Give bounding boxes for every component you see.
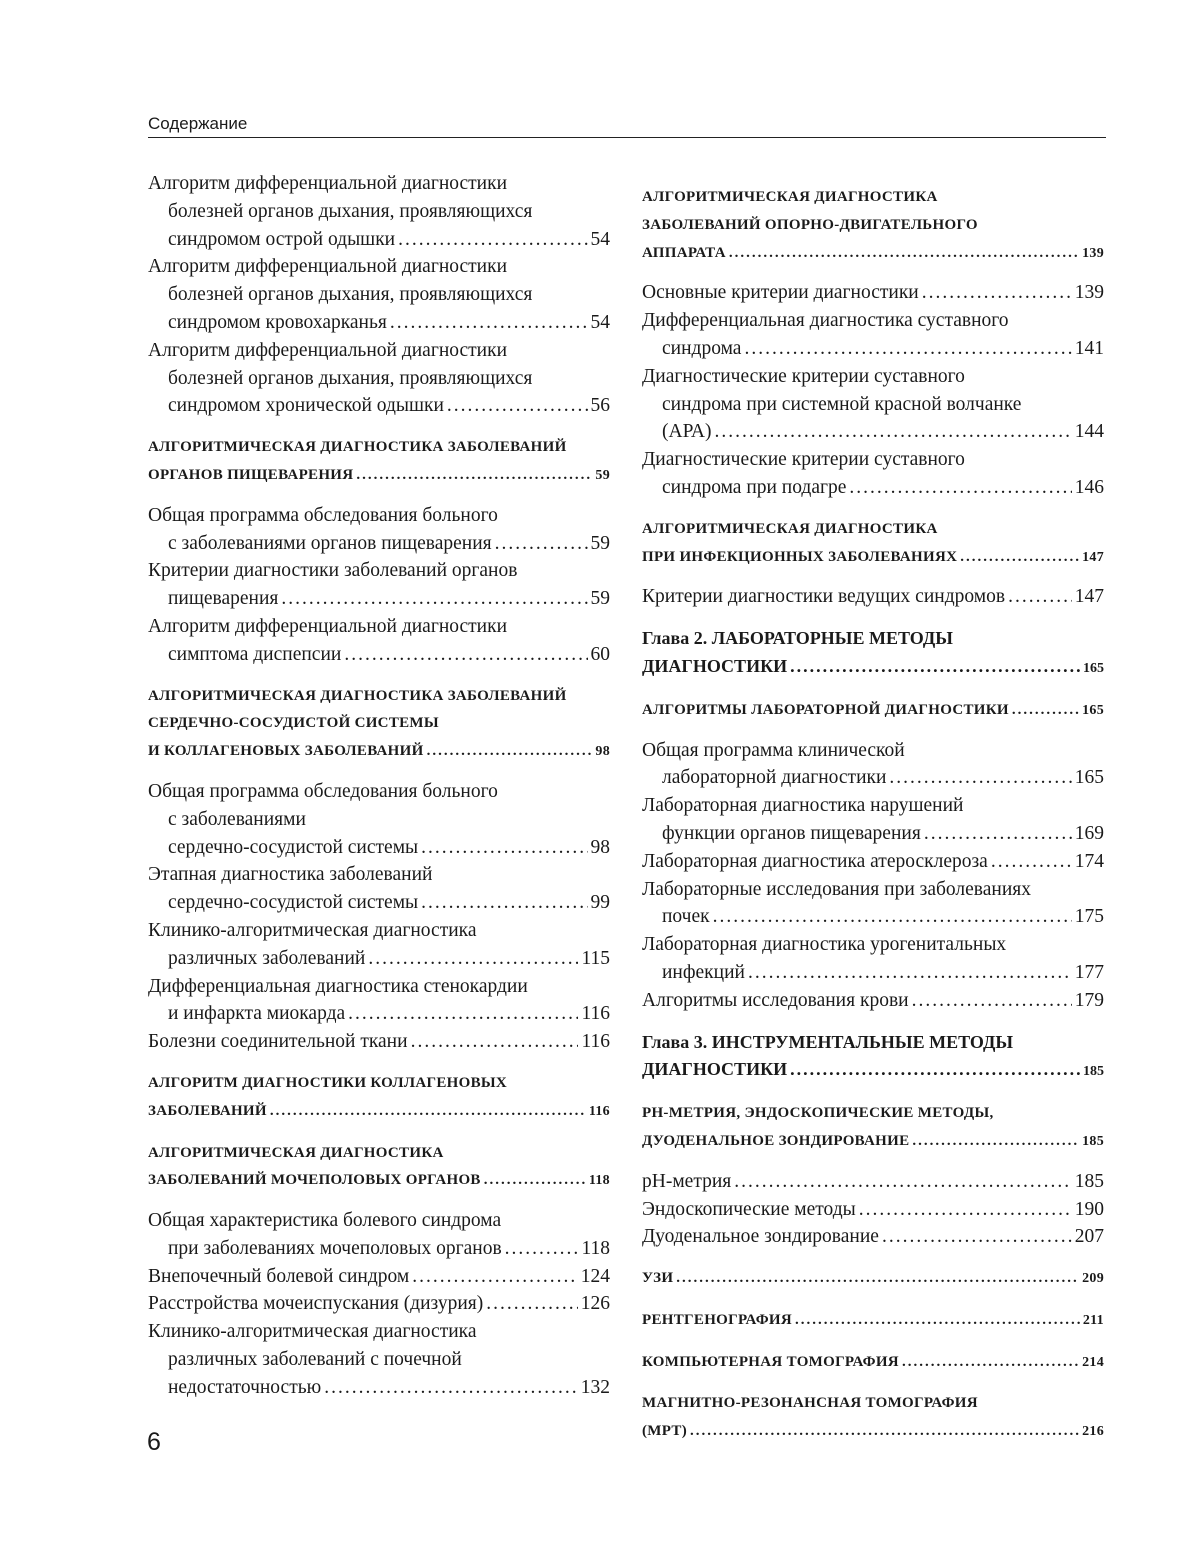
toc-page-number: 139 (1074, 282, 1104, 304)
toc-page-number: 185 (1082, 1133, 1104, 1149)
toc-line: Общая программа обследования больного (148, 780, 498, 802)
toc-entry (148, 170, 610, 253)
toc-page-number: 209 (1082, 1271, 1104, 1287)
toc-leader-row (642, 903, 1104, 931)
toc-title: с заболеваниями органов пищеварения (168, 532, 492, 554)
toc-section (642, 1265, 1104, 1293)
dot-leader (849, 474, 1071, 502)
toc-page-number: 116 (581, 1003, 610, 1025)
dot-leader (748, 959, 1072, 987)
toc-leader-row (642, 418, 1104, 446)
toc-title: синдромом кровохарканья (168, 311, 387, 333)
toc-page-number: 126 (580, 1293, 610, 1315)
toc-line: болезней органов дыхания, проявляющихся (168, 284, 533, 306)
toc-leader-row (148, 1235, 610, 1263)
toc-title: АЛГОРИТМЫ ЛАБОРАТОРНОЙ ДИАГНОСТИКИ (642, 701, 1009, 718)
dot-leader (447, 392, 588, 420)
dot-leader (790, 1056, 1080, 1084)
toc-chapter (642, 625, 1104, 683)
toc-leader-row (148, 1000, 610, 1028)
toc-page-number: 54 (590, 228, 610, 250)
toc-title: Расстройства мочеиспускания (дизурия) (148, 1293, 484, 1315)
toc-page-number: 98 (595, 744, 610, 760)
page-number: 6 (147, 1428, 161, 1456)
toc-leader-row (148, 889, 610, 917)
toc-entry (148, 1207, 610, 1263)
toc-title: синдромом острой одышки (168, 228, 396, 250)
toc-section (642, 516, 1104, 572)
toc-title: И КОЛЛАГЕНОВЫХ ЗАБОЛЕВАНИЙ (148, 743, 424, 760)
toc-page-number: 214 (1082, 1354, 1104, 1370)
toc-title: лабораторной диагностики (662, 767, 887, 789)
toc-page-number: 146 (1074, 476, 1104, 498)
toc-section (148, 434, 610, 490)
toc-entry (148, 613, 610, 669)
toc-title: Алгоритмы исследования крови (642, 989, 909, 1011)
toc-entry (642, 1223, 1104, 1251)
toc-leader-row (148, 1028, 610, 1056)
toc-title: Критерии диагностики ведущих синдромов (642, 586, 1006, 608)
dot-leader (348, 1000, 578, 1028)
toc-entry (148, 861, 610, 917)
toc-leader-row (148, 945, 610, 973)
toc-line: Дифференциальная диагностика суставного (642, 310, 1009, 332)
dot-leader (281, 585, 587, 613)
toc-page-number: 116 (581, 1031, 610, 1053)
toc-page-number: 144 (1074, 421, 1104, 443)
toc-title: ПРИ ИНФЕКЦИОННЫХ ЗАБОЛЕВАНИЯХ (642, 548, 958, 565)
toc-entry (642, 583, 1104, 611)
toc-title: Эндоскопические методы (642, 1198, 856, 1220)
toc-line: АЛГОРИТМИЧЕСКАЯ ДИАГНОСТИКА ЗАБОЛЕВАНИЙ (148, 687, 567, 704)
toc-leader-row (642, 279, 1104, 307)
toc-title: ДИАГНОСТИКИ (642, 655, 788, 676)
toc-line: болезней органов дыхания, проявляющихся (168, 367, 533, 389)
toc-page-number: 177 (1074, 961, 1104, 983)
toc-line: Алгоритм дифференциальной диагностики (148, 173, 508, 194)
toc-title: (АРА) (662, 421, 712, 443)
toc-line: Лабораторная диагностика урогенитальных (642, 934, 1007, 956)
toc-title: УЗИ (642, 1270, 674, 1287)
dot-leader (270, 1098, 586, 1126)
dot-leader (690, 1418, 1079, 1446)
toc-page-number: 216 (1082, 1424, 1104, 1440)
toc-entry (642, 931, 1104, 987)
toc-line: Общая характеристика болевого синдрома (148, 1210, 502, 1232)
toc-title: (МРТ) (642, 1423, 687, 1440)
toc-page-number: 132 (580, 1376, 610, 1398)
dot-leader (924, 820, 1072, 848)
toc-page-number: 60 (590, 643, 610, 665)
toc-page-number: 185 (1074, 1170, 1104, 1192)
toc-title: симптома диспепсии (168, 643, 342, 665)
dot-leader (715, 418, 1072, 446)
toc-page-number: 207 (1074, 1226, 1104, 1248)
toc-page-number: 165 (1083, 660, 1104, 676)
toc-entry (148, 778, 610, 861)
toc-title: недостаточностью (168, 1376, 322, 1398)
toc-leader-row (148, 1098, 610, 1126)
dot-leader (356, 462, 592, 490)
running-header (148, 114, 1106, 138)
toc-leader-row (642, 1349, 1104, 1377)
toc-entry (642, 307, 1104, 363)
toc-entry (642, 1168, 1104, 1196)
toc-page-number: 165 (1074, 767, 1104, 789)
toc-title: инфекций (662, 961, 745, 983)
toc-title: функции органов пищеварения (662, 822, 921, 844)
dot-leader (790, 653, 1080, 681)
toc-page-number: 56 (590, 395, 610, 417)
toc-line: Диагностические критерии суставного (642, 449, 965, 471)
toc-line: Алгоритм дифференциальной диагностики (148, 256, 508, 278)
toc-page-number: 118 (588, 1173, 610, 1189)
dot-leader (495, 530, 588, 558)
toc-page-number: 185 (1083, 1064, 1104, 1080)
toc-title: при заболеваниях мочеполовых органов (168, 1237, 502, 1259)
toc-leader-row (148, 641, 610, 669)
toc-entry (642, 446, 1104, 502)
toc-leader-row (642, 1418, 1104, 1446)
toc-leader-row (148, 834, 610, 862)
toc-leader-row (642, 820, 1104, 848)
toc-page-number: 179 (1074, 989, 1104, 1011)
toc-leader-row (148, 309, 610, 337)
dot-leader (412, 1263, 577, 1291)
toc-leader-row (642, 848, 1104, 876)
toc-line: МАГНИТНО-РЕЗОНАНСНАЯ ТОМОГРАФИЯ (642, 1395, 978, 1412)
dot-leader (1012, 697, 1079, 725)
toc-leader-row (642, 474, 1104, 502)
toc-entry (148, 253, 610, 336)
toc-line: Этапная диагностика заболеваний (148, 864, 433, 886)
toc-line: Клинико-алгоритмическая диагностика (148, 1321, 477, 1343)
toc-entry (642, 737, 1104, 793)
toc-line: PH-МЕТРИЯ, ЭНДОСКОПИЧЕСКИЕ МЕТОДЫ, (642, 1105, 994, 1122)
toc-line: Алгоритм дифференциальной диагностики (148, 339, 508, 361)
toc-leader-row (148, 226, 610, 254)
toc-line: ЗАБОЛЕВАНИЙ ОПОРНО-ДВИГАТЕЛЬНОГО (642, 216, 978, 233)
dot-leader (1008, 583, 1072, 611)
toc-title: ДИАГНОСТИКИ (642, 1059, 788, 1080)
toc-line: Общая программа обследования больного (148, 504, 498, 526)
toc-page-number: 118 (581, 1237, 610, 1259)
toc-page-number: 175 (1074, 906, 1104, 928)
dot-leader (795, 1307, 1080, 1335)
dot-leader (734, 1168, 1072, 1196)
toc-leader-row (148, 1263, 610, 1291)
toc-title: РЕНТГЕНОГРАФИЯ (642, 1311, 792, 1328)
toc-leader-row (642, 240, 1104, 268)
toc-entry (148, 973, 610, 1029)
dot-leader (411, 1028, 579, 1056)
toc-line: болезней органов дыхания, проявляющихся (168, 200, 533, 222)
toc-section (642, 1100, 1104, 1156)
toc-title: Лабораторная диагностика атеросклероза (642, 850, 988, 872)
dot-leader (427, 738, 593, 766)
toc-title: ЗАБОЛЕВАНИЙ (148, 1102, 267, 1119)
toc-line: Глава 2. ЛАБОРАТОРНЫЕ МЕТОДЫ (642, 628, 953, 649)
toc-line: Алгоритм дифференциальной диагностики (148, 615, 508, 637)
dot-leader (713, 903, 1072, 931)
dot-leader (912, 987, 1072, 1015)
toc-leader-row (148, 1167, 610, 1195)
toc-leader-row (148, 392, 610, 420)
toc-entry (642, 279, 1104, 307)
toc-leader-row (642, 1128, 1104, 1156)
toc-entry (642, 363, 1104, 446)
toc-section (148, 1140, 610, 1196)
toc-page-number: 59 (595, 467, 610, 483)
toc-title: синдрома при подагре (662, 476, 847, 498)
toc-title: pH-метрия (642, 1170, 732, 1192)
dot-leader (912, 1128, 1079, 1156)
toc-section (642, 697, 1104, 725)
dot-leader (922, 279, 1072, 307)
toc-page-number: 139 (1082, 245, 1104, 261)
toc-entry (642, 848, 1104, 876)
toc-title: КОМПЬЮТЕРНАЯ ТОМОГРАФИЯ (642, 1353, 899, 1370)
toc-entry (148, 337, 610, 420)
toc-title: и инфаркта миокарда (168, 1003, 346, 1025)
toc-left-column (148, 170, 610, 1402)
toc-page-number: 116 (588, 1103, 610, 1119)
toc-leader-row (642, 1265, 1104, 1293)
toc-chapter (642, 1029, 1104, 1087)
toc-page-number: 147 (1074, 586, 1104, 608)
toc-leader-row (148, 1290, 610, 1318)
dot-leader (486, 1290, 578, 1318)
toc-page-number: 98 (590, 836, 610, 858)
toc-page-number: 211 (1082, 1312, 1104, 1328)
dot-leader (960, 544, 1079, 572)
toc-line: АЛГОРИТМИЧЕСКАЯ ДИАГНОСТИКА (642, 189, 938, 205)
dot-leader (484, 1167, 586, 1195)
toc-entry (148, 1263, 610, 1291)
toc-line: синдрома при системной красной волчанке (662, 393, 1022, 415)
toc-section (642, 1390, 1104, 1446)
dot-leader (398, 226, 587, 254)
toc-line: АЛГОРИТМИЧЕСКАЯ ДИАГНОСТИКА (642, 520, 938, 537)
toc-entry (148, 502, 610, 558)
toc-title: почек (662, 906, 710, 928)
toc-entry (642, 876, 1104, 932)
toc-title: ЗАБОЛЕВАНИЙ МОЧЕПОЛОВЫХ ОРГАНОВ (148, 1172, 481, 1189)
toc-line: Критерии диагностики заболеваний органов (148, 560, 518, 582)
toc-title: ДУОДЕНАЛЬНОЕ ЗОНДИРОВАНИЕ (642, 1132, 910, 1149)
toc-leader-row (642, 544, 1104, 572)
toc-title: синдромом хронической одышки (168, 395, 444, 417)
toc-line: АЛГОРИТМ ДИАГНОСТИКИ КОЛЛАГЕНОВЫХ (148, 1074, 508, 1091)
toc-title: Внепочечный болевой синдром (148, 1265, 410, 1287)
toc-title: синдрома (662, 337, 742, 359)
toc-page-number: 169 (1074, 822, 1104, 844)
toc-page-number: 124 (580, 1265, 610, 1287)
toc-line: Общая программа клинической (642, 739, 905, 761)
toc-page-number: 174 (1074, 850, 1104, 872)
dot-leader (882, 1223, 1072, 1251)
toc-page-number: 147 (1082, 549, 1104, 565)
toc-leader-row (642, 653, 1104, 683)
dot-leader (676, 1265, 1079, 1293)
toc-leader-row (642, 1196, 1104, 1224)
toc-title: Дуоденальное зондирование (642, 1226, 879, 1248)
toc-section (642, 1307, 1104, 1335)
toc-entry (148, 1028, 610, 1056)
toc-leader-row (642, 697, 1104, 725)
toc-title: Болезни соединительной ткани (148, 1031, 408, 1053)
dot-leader (421, 834, 587, 862)
toc-entry (148, 1290, 610, 1318)
toc-title: различных заболеваний (168, 947, 366, 969)
toc-entry (148, 917, 610, 973)
toc-leader-row (642, 1223, 1104, 1251)
toc-section (148, 683, 610, 766)
toc-leader-row (148, 530, 610, 558)
toc-section (642, 184, 1104, 267)
toc-page-number: 59 (590, 588, 610, 610)
toc-leader-row (148, 462, 610, 490)
dot-leader (368, 945, 578, 973)
toc-line: Клинико-алгоритмическая диагностика (148, 919, 477, 941)
dot-leader (902, 1349, 1079, 1377)
toc-entry (148, 1318, 610, 1401)
dot-leader (744, 335, 1071, 363)
running-header-title: Содержание (148, 114, 248, 133)
toc-leader-row (642, 583, 1104, 611)
toc-title: сердечно-сосудистой системы (168, 836, 419, 858)
toc-line: Диагностические критерии суставного (642, 365, 965, 387)
toc-leader-row (642, 1168, 1104, 1196)
dot-leader (991, 848, 1072, 876)
toc-line: Лабораторные исследования при заболеваниях (642, 878, 1032, 900)
toc-entry (148, 557, 610, 613)
toc-title: Основные критерии диагностики (642, 282, 919, 304)
toc-leader-row (642, 1307, 1104, 1335)
toc-page-number: 59 (590, 532, 610, 554)
toc-page-number: 141 (1074, 337, 1104, 359)
dot-leader (421, 889, 587, 917)
toc-page-number: 165 (1082, 702, 1104, 718)
dot-leader (324, 1374, 578, 1402)
dot-leader (889, 764, 1071, 792)
toc-title: АППАРАТА (642, 244, 726, 261)
dot-leader (729, 240, 1079, 268)
toc-entry (642, 1196, 1104, 1224)
toc-line: с заболеваниями (168, 808, 306, 830)
toc-leader-row (642, 335, 1104, 363)
toc-page-number: 54 (590, 311, 610, 333)
toc-leader-row (642, 987, 1104, 1015)
toc-entry (642, 792, 1104, 848)
toc-section (148, 1070, 610, 1126)
toc-title: пищеварения (168, 588, 279, 610)
toc-title: сердечно-сосудистой системы (168, 892, 419, 914)
toc-leader-row (148, 738, 610, 766)
toc-leader-row (148, 1374, 610, 1402)
toc-leader-row (642, 959, 1104, 987)
dot-leader (344, 641, 587, 669)
toc-line: АЛГОРИТМИЧЕСКАЯ ДИАГНОСТИКА ЗАБОЛЕВАНИЙ (148, 439, 567, 456)
toc-line: СЕРДЕЧНО-СОСУДИСТОЙ СИСТЕМЫ (148, 715, 439, 732)
dot-leader (505, 1235, 579, 1263)
dot-leader (390, 309, 588, 337)
dot-leader (859, 1196, 1072, 1224)
toc-leader-row (148, 585, 610, 613)
toc-page-number: 115 (581, 947, 610, 969)
toc-leader-row (642, 764, 1104, 792)
toc-page-number: 190 (1074, 1198, 1104, 1220)
toc-line: Дифференциальная диагностика стенокардии (148, 975, 528, 997)
toc-line: АЛГОРИТМИЧЕСКАЯ ДИАГНОСТИКА (148, 1144, 444, 1161)
toc-line: Глава 3. ИНСТРУМЕНТАЛЬНЫЕ МЕТОДЫ (642, 1031, 1014, 1052)
toc-section (642, 1349, 1104, 1377)
toc-line: Лабораторная диагностика нарушений (642, 795, 964, 817)
toc-line: различных заболеваний с почечной (168, 1349, 462, 1371)
toc-right-column (642, 170, 1104, 1458)
toc-page-number: 99 (590, 892, 610, 914)
toc-leader-row (642, 1056, 1104, 1086)
toc-title: ОРГАНОВ ПИЩЕВАРЕНИЯ (148, 466, 354, 483)
toc-entry (642, 987, 1104, 1015)
